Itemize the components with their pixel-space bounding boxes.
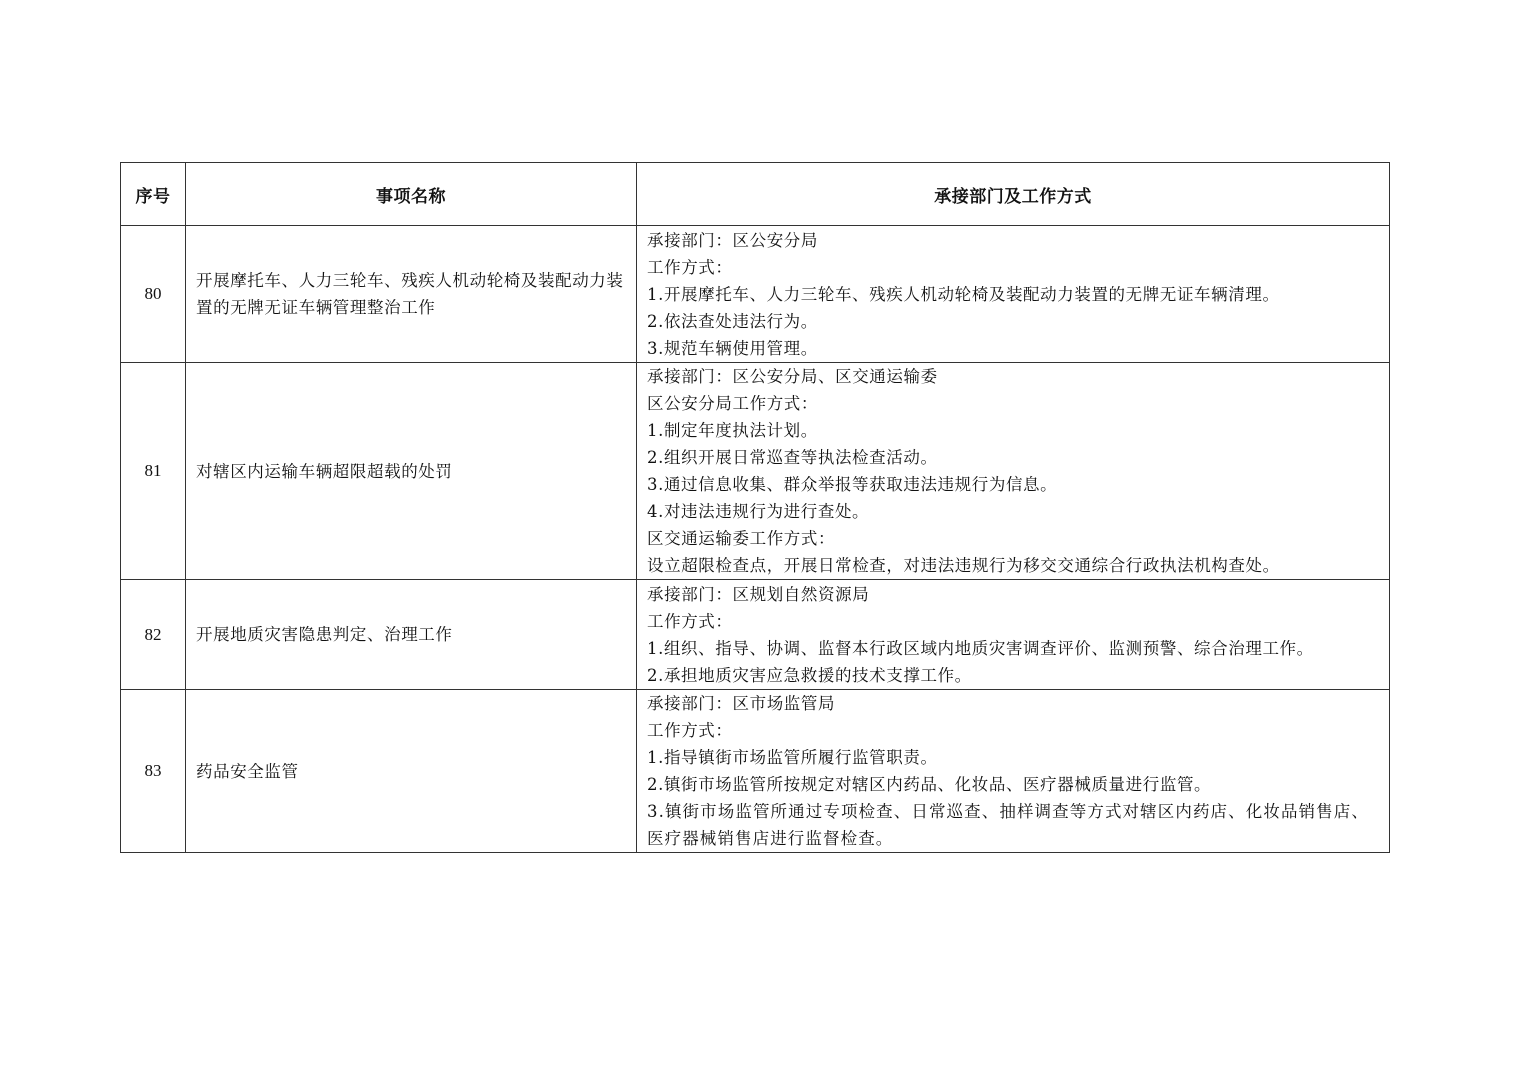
dept-line: 工作方式：	[647, 611, 733, 631]
dept-line: 2.组织开展日常巡查等执法检查活动。	[647, 448, 938, 467]
dept-line: 2.镇街市场监管所按规定对辖区内药品、化妆品、医疗器械质量进行监管。	[647, 775, 1212, 794]
dept-line: 3.通过信息收集、群众举报等获取违法违规行为信息。	[647, 475, 1058, 494]
dept-line: 4.对违法违规行为进行查处。	[647, 502, 870, 521]
header-row	[121, 163, 1390, 226]
dept-and-method	[637, 690, 1390, 853]
dept-line: 1.制定年度执法计划。	[647, 421, 818, 440]
item-name: 药品安全监管	[186, 690, 637, 853]
item-name: 开展摩托车、人力三轮车、残疾人机动轮椅及装配动力装置的无牌无证车辆管理整治工作	[186, 226, 637, 363]
header-no: 序号	[121, 163, 186, 226]
document-page	[120, 162, 1389, 853]
dept-line: 承接部门：区公安分局、区交通运输委	[647, 367, 938, 386]
dept-line: 承接部门：区规划自然资源局	[647, 584, 870, 604]
dept-line: 承接部门：区市场监管局	[647, 694, 836, 713]
item-name: 开展地质灾害隐患判定、治理工作	[186, 580, 637, 690]
row-number: 81	[121, 363, 186, 580]
item-name: 对辖区内运输车辆超限超载的处罚	[186, 363, 637, 580]
dept-line: 1.开展摩托车、人力三轮车、残疾人机动轮椅及装配动力装置的无牌无证车辆清理。	[647, 284, 1280, 304]
dept-line: 3.镇街市场监管所通过专项检查、日常巡查、抽样调查等方式对辖区内药店、化妆品销售店、医疗器械销售店进行监督检查。	[647, 802, 1369, 848]
table-row	[121, 226, 1390, 363]
dept-line: 工作方式：	[647, 257, 733, 277]
row-number: 82	[121, 580, 186, 690]
dept-line: 承接部门：区公安分局	[647, 230, 818, 250]
dept-line: 2.依法查处违法行为。	[647, 311, 818, 331]
dept-line: 区交通运输委工作方式：	[647, 529, 836, 548]
header-dept: 承接部门及工作方式	[637, 163, 1390, 226]
table-row	[121, 363, 1390, 580]
task-table	[120, 162, 1390, 853]
dept-and-method	[637, 363, 1390, 580]
dept-line: 2.承担地质灾害应急救援的技术支撑工作。	[647, 665, 972, 685]
header-name: 事项名称	[186, 163, 637, 226]
dept-line: 设立超限检查点，开展日常检查，对违法违规行为移交交通综合行政执法机构查处。	[647, 556, 1280, 575]
dept-and-method	[637, 226, 1390, 363]
dept-line: 1.指导镇街市场监管所履行监管职责。	[647, 748, 938, 767]
table-row	[121, 580, 1390, 690]
dept-and-method	[637, 580, 1390, 690]
dept-line: 3.规范车辆使用管理。	[647, 338, 818, 358]
dept-line: 区公安分局工作方式：	[647, 394, 818, 413]
dept-line: 工作方式：	[647, 721, 733, 740]
dept-line: 1.组织、指导、协调、监督本行政区域内地质灾害调查评价、监测预警、综合治理工作。	[647, 638, 1314, 658]
table-row	[121, 690, 1390, 853]
row-number: 83	[121, 690, 186, 853]
row-number: 80	[121, 226, 186, 363]
